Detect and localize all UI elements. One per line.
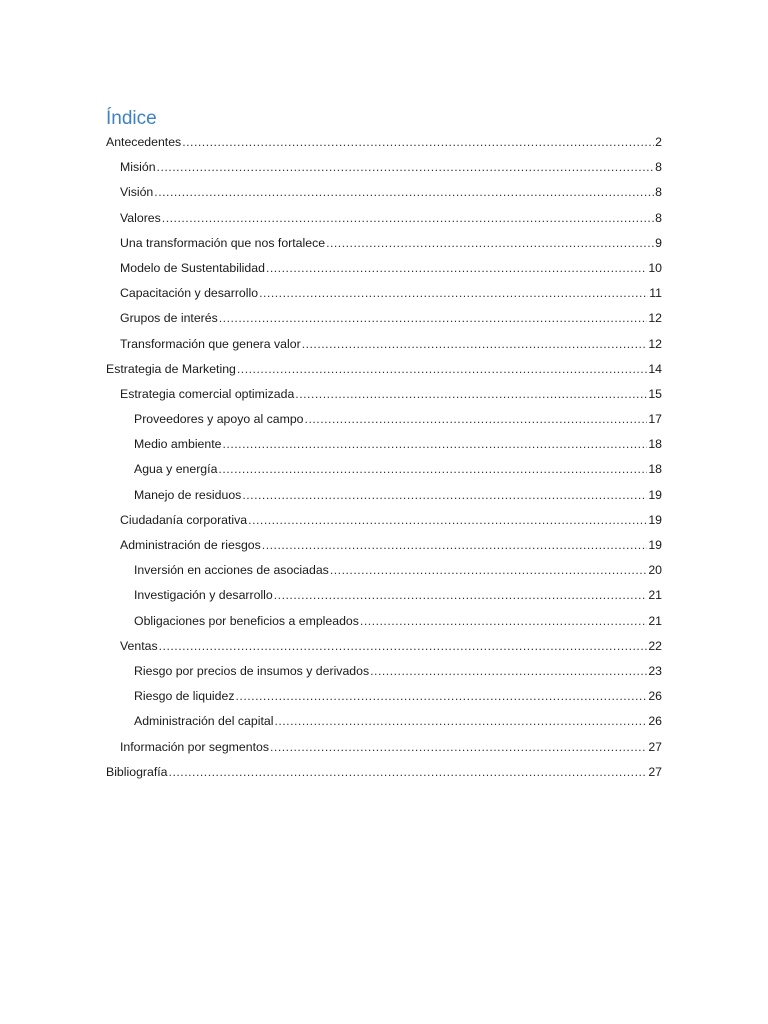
toc-entry[interactable] [106,180,662,205]
toc-entry-page-number: 17 [648,412,662,427]
toc-entry-page-number: 20 [648,563,662,578]
toc-entry-page-number: 21 [648,588,662,603]
toc-entry-label: Riesgo de liquidez [134,689,235,704]
toc-entry-page-number: 22 [648,638,662,653]
toc-dot-leader [182,130,654,155]
toc-entry-label: Información por segmentos [120,739,270,754]
toc-entry[interactable] [106,256,662,281]
toc-entry-page-number: 14 [648,361,662,376]
toc-entry-page-number: 10 [648,260,662,275]
toc-entry-label: Riesgo por precios de insumos y derivados [134,663,370,678]
toc-entry-label: Administración de riesgos [120,538,261,552]
toc-dot-leader [305,407,648,432]
toc-entry[interactable] [106,382,662,407]
toc-entry[interactable] [106,508,662,533]
toc-dot-leader [270,735,647,760]
toc-entry-page-number: 8 [655,185,662,200]
toc-entry-label: Una transformación que nos fortalece [120,235,326,250]
toc-entry[interactable] [106,130,662,155]
toc-entry[interactable] [106,407,662,432]
toc-dot-leader [360,609,647,634]
toc-title: Índice [106,108,157,129]
toc-entry-page-number: 27 [648,739,662,754]
toc-entry[interactable] [106,709,662,734]
toc-dot-leader [370,659,647,684]
toc-dot-leader [169,760,648,785]
toc-entry-page-number: 2 [655,135,662,149]
toc-entry[interactable] [106,206,662,231]
toc-dot-leader [218,457,647,482]
toc-entry-label: Antecedentes [106,135,182,149]
toc-entry-label: Inversión en acciones de asociadas [134,563,329,578]
toc-entry-page-number: 9 [655,235,662,250]
toc-entry[interactable] [106,634,662,659]
toc-entry-label: Grupos de interés [120,311,218,326]
toc-entry[interactable] [106,457,662,482]
toc-entry[interactable] [106,281,662,306]
toc-entry-label: Ciudadanía corporativa [120,512,248,527]
toc-entry-page-number: 8 [655,210,662,225]
toc-entry[interactable] [106,558,662,583]
toc-entry[interactable] [106,583,662,608]
toc-entry-page-number: 19 [648,487,662,502]
toc-entry-page-number: 23 [648,663,662,678]
toc-entry-page-number: 18 [648,462,662,477]
table-of-contents [106,130,662,785]
toc-entry[interactable] [106,609,662,634]
toc-entry-page-number: 18 [648,437,662,452]
toc-entry-page-number: 12 [648,336,662,351]
toc-dot-leader [274,583,648,608]
toc-entry-label: Agua y energía [134,462,218,477]
toc-dot-leader [157,155,655,180]
toc-entry[interactable] [106,483,662,508]
toc-dot-leader [242,483,647,508]
toc-entry[interactable] [106,231,662,256]
toc-entry[interactable] [106,684,662,709]
toc-entry-label: Ventas [120,638,158,653]
toc-dot-leader [330,558,647,583]
toc-entry-page-number: 11 [649,286,662,301]
toc-dot-leader [162,206,654,231]
toc-dot-leader [295,382,647,407]
toc-dot-leader [223,432,648,457]
toc-entry-label: Modelo de Sustentabilidad [120,260,265,275]
toc-entry-page-number: 8 [655,160,662,175]
toc-entry-label: Estrategia comercial optimizada [120,386,295,401]
toc-entry[interactable] [106,760,662,785]
toc-entry[interactable] [106,735,662,760]
toc-entry[interactable] [106,659,662,684]
toc-entry-page-number: 19 [648,512,662,527]
toc-dot-leader [259,281,648,306]
toc-entry[interactable] [106,533,662,558]
toc-entry-label: Valores [120,210,161,225]
toc-entry-label: Transformación que genera valor [120,336,301,351]
toc-dot-leader [326,231,654,256]
toc-dot-leader [236,684,648,709]
toc-dot-leader [154,180,654,205]
toc-entry-label: Estrategia de Marketing [106,361,236,376]
toc-entry[interactable] [106,357,662,382]
toc-entry[interactable] [106,306,662,331]
toc-dot-leader [302,332,648,357]
toc-entry-label: Investigación y desarrollo [134,588,273,603]
toc-dot-leader [219,306,648,331]
toc-entry-label: Obligaciones por beneficios a empleados [134,613,359,628]
toc-entry-label: Misión [120,160,156,175]
toc-entry-page-number: 15 [648,386,662,401]
toc-entry-label: Medio ambiente [134,437,222,452]
toc-entry-page-number: 19 [648,538,662,552]
toc-dot-leader [274,709,647,734]
toc-entry-page-number: 12 [648,311,662,326]
toc-entry-page-number: 21 [648,613,662,628]
toc-entry-page-number: 26 [648,714,662,729]
toc-dot-leader [262,533,648,558]
toc-dot-leader [266,256,647,281]
toc-entry[interactable] [106,432,662,457]
toc-dot-leader [159,634,648,659]
toc-dot-leader [237,357,647,382]
toc-entry-label: Capacitación y desarrollo [120,286,259,301]
toc-entry-label: Bibliografía [106,764,168,779]
toc-entry[interactable] [106,332,662,357]
toc-entry-label: Administración del capital [134,714,274,729]
toc-entry-page-number: 27 [648,764,662,779]
toc-entry-page-number: 26 [648,689,662,704]
toc-entry[interactable] [106,155,662,180]
toc-entry-label: Manejo de residuos [134,487,242,502]
toc-dot-leader [248,508,647,533]
toc-entry-label: Proveedores y apoyo al campo [134,412,304,427]
toc-entry-label: Visión [120,185,154,200]
